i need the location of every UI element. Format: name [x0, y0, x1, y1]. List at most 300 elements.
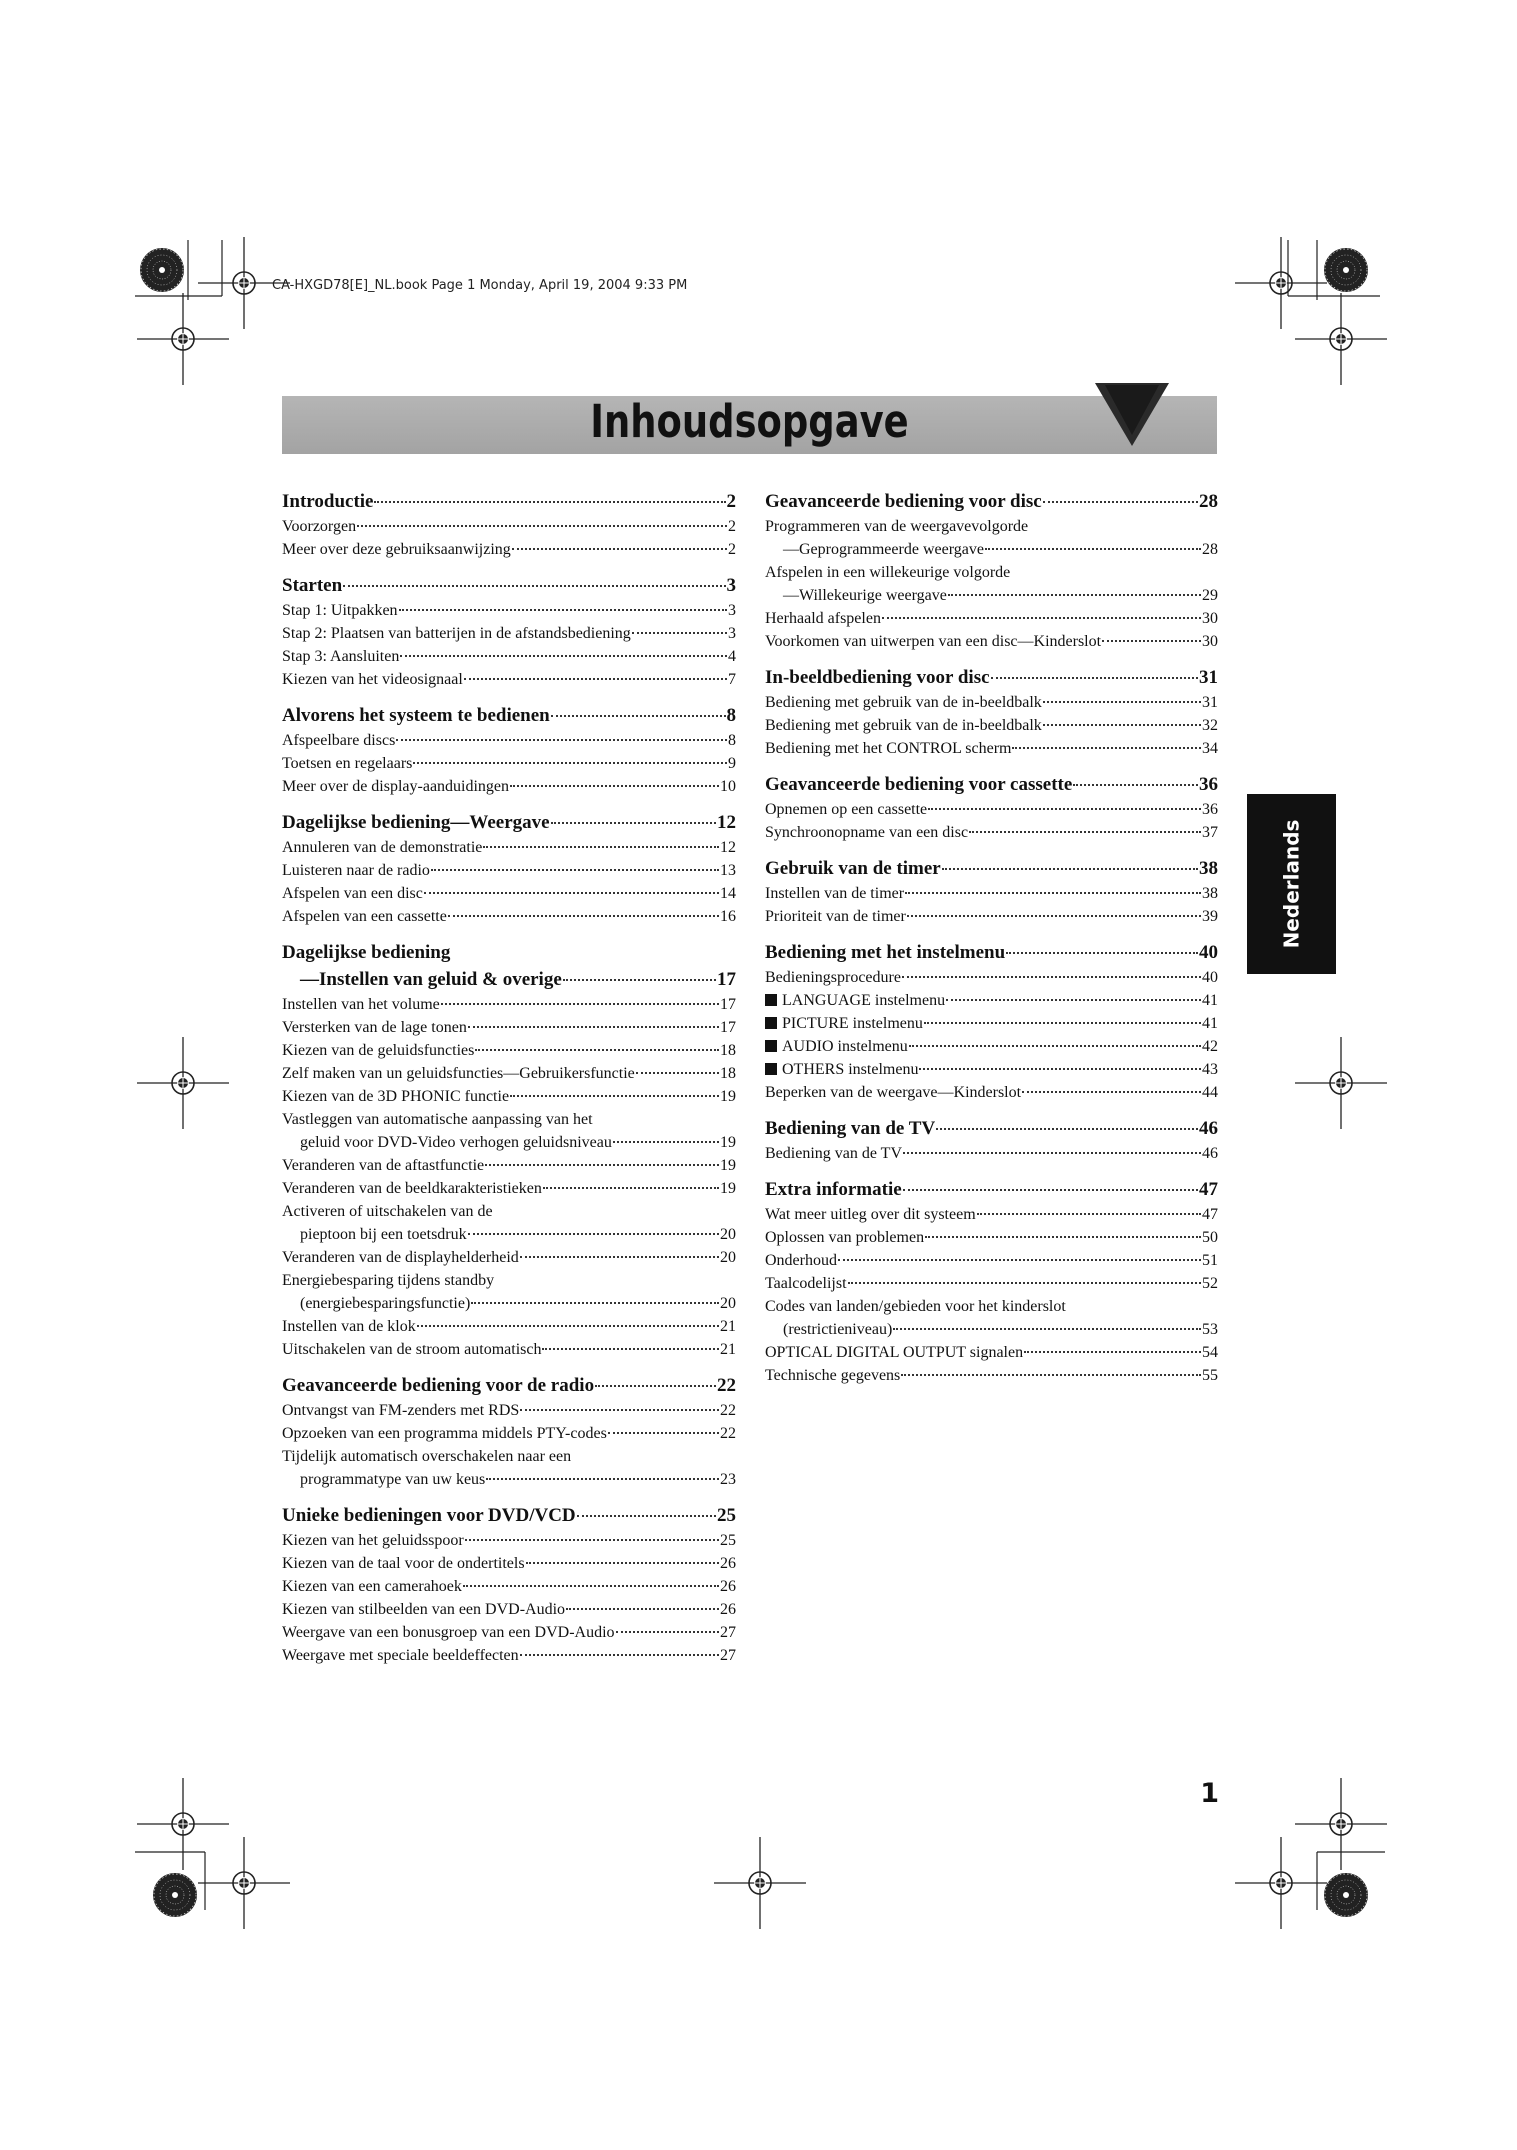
dot-leader: [1102, 639, 1201, 642]
toc-entry: [765, 630, 1218, 653]
toc-entry: [282, 1468, 736, 1491]
toc-entry-text: —Geprogrammeerde weergave: [783, 541, 984, 558]
toc-heading-text: Extra informatie: [765, 1179, 902, 1200]
dot-leader: [902, 975, 1201, 978]
dot-leader: [1043, 723, 1201, 726]
toc-entry-page: 47: [1202, 1206, 1218, 1223]
toc-section: [282, 572, 736, 691]
toc-heading-page: 47: [1199, 1179, 1218, 1200]
toc-entry-label: [765, 798, 927, 821]
dot-leader: [1073, 783, 1198, 786]
toc-entry-label: [282, 1575, 462, 1598]
toc-entry-page: 30: [1202, 610, 1218, 627]
toc-heading-page: 2: [726, 491, 736, 512]
toc-entry-text: Activeren of uitschakelen van de: [282, 1203, 493, 1220]
toc-entry-label: [282, 1529, 464, 1552]
toc-entry: [765, 1249, 1218, 1272]
toc-entry-page: 8: [728, 732, 736, 749]
toc-heading-label: [282, 1372, 594, 1399]
dot-leader: [471, 1301, 719, 1304]
toc-section: [765, 664, 1218, 760]
toc-entry-text: Voorkomen van uitwerpen van een disc—Kinderslot: [765, 633, 1102, 650]
toc-heading-page: 40: [1199, 942, 1218, 963]
toc-heading-page: 17: [717, 969, 736, 990]
toc-entry: [282, 993, 736, 1016]
toc-heading: [765, 1176, 1218, 1203]
dot-leader: [893, 1327, 1201, 1330]
bullet-square-icon: [765, 1017, 777, 1029]
toc-heading: [282, 702, 736, 729]
toc-entry-page: 10: [720, 778, 736, 795]
dot-leader: [543, 1186, 719, 1189]
toc-entry-text: Toetsen en regelaars: [282, 755, 413, 772]
toc-entry-label: [282, 1269, 494, 1292]
toc-entry-text: Vastleggen van automatische aanpassing van het: [282, 1111, 593, 1128]
toc-entry-text: Prioriteit van de timer: [765, 908, 906, 925]
toc-heading-label: [282, 809, 550, 836]
toc-entry-text: Kiezen van een camerahoek: [282, 1578, 462, 1595]
toc-heading: [765, 488, 1218, 515]
toc-entry: [765, 584, 1218, 607]
dot-leader: [903, 1188, 1198, 1191]
toc-heading: [282, 966, 736, 993]
toc-entry-label: [282, 622, 631, 645]
dot-leader: [1012, 746, 1201, 749]
toc-heading: [282, 572, 736, 599]
toc-entry: [765, 561, 1218, 584]
dot-leader: [636, 1071, 719, 1074]
toc-heading-page: 8: [726, 705, 736, 726]
toc-entry-page: 41: [1202, 1015, 1218, 1032]
toc-entry-page: 19: [720, 1157, 736, 1174]
toc-entry-text: Onderhoud: [765, 1252, 837, 1269]
toc-entry: [282, 1200, 736, 1223]
toc-heading-page: 28: [1199, 491, 1218, 512]
dot-leader: [483, 845, 719, 848]
toc-heading-label: [765, 771, 1072, 798]
toc-entry-text: Uitschakelen van de stroom automatisch: [282, 1341, 542, 1358]
toc-entry-label: [765, 1081, 1021, 1104]
toc-entry-label: [765, 1364, 900, 1387]
toc-entry-label: [765, 561, 1010, 584]
toc-entry-page: 20: [720, 1226, 736, 1243]
toc-entry: [282, 859, 736, 882]
dot-leader: [526, 1561, 719, 1564]
toc-entry-text: Oplossen van problemen: [765, 1229, 925, 1246]
toc-entry-text: Kiezen van het videosignaal: [282, 671, 463, 688]
toc-entry-page: 3: [728, 602, 736, 619]
toc-entry: [282, 729, 736, 752]
toc-entry-label: [282, 729, 395, 752]
top-right-crosshair-mark-2: [1295, 293, 1387, 385]
toc-entry: [765, 1058, 1218, 1081]
toc-entry-page: 25: [720, 1532, 736, 1549]
toc-entry-label: [282, 1154, 484, 1177]
dot-leader: [486, 1477, 719, 1480]
dot-leader: [357, 524, 727, 527]
dot-leader: [413, 761, 727, 764]
toc-entry-label: [282, 993, 440, 1016]
toc-entry: [765, 1272, 1218, 1295]
dot-leader: [510, 784, 719, 787]
toc-entry-page: 43: [1202, 1061, 1218, 1078]
toc-section: [765, 1176, 1218, 1387]
language-side-tab-label: Nederlands: [1279, 819, 1304, 949]
dot-leader: [1024, 1350, 1201, 1353]
toc-entry-page: 3: [728, 625, 736, 642]
toc-entry: [282, 645, 736, 668]
toc-entry-text: Energiebesparing tijdens standby: [282, 1272, 495, 1289]
toc-entry: [282, 1085, 736, 1108]
toc-entry-label: [765, 1012, 923, 1035]
dot-leader: [901, 1373, 1201, 1376]
toc-entry-text: Beperken van de weergave—Kinderslot: [765, 1084, 1022, 1101]
dot-leader: [909, 1044, 1201, 1047]
toc-entry-text: Wat meer uitleg over dit systeem: [765, 1206, 976, 1223]
toc-entry-label: [765, 905, 906, 928]
toc-entry-label: [282, 1315, 416, 1338]
toc-entry-text: Kiezen van stilbeelden van een DVD-Audio: [282, 1601, 566, 1618]
toc-entry: [765, 882, 1218, 905]
toc-entry-label: [282, 538, 511, 561]
toc-entry-label: [765, 1272, 847, 1295]
mid-right-crosshair-mark: [1295, 1037, 1387, 1129]
toc-heading: [765, 939, 1218, 966]
toc-entry-label: [282, 599, 398, 622]
toc-entry-page: 27: [720, 1647, 736, 1664]
toc-entry-label: [282, 752, 412, 775]
toc-entry-page: 28: [1202, 541, 1218, 558]
dot-leader: [566, 1607, 719, 1610]
toc-heading-label: [765, 664, 990, 691]
toc-entry-label: [282, 1085, 509, 1108]
toc-entry-page: 12: [720, 839, 736, 856]
toc-heading-text: Geavanceerde bediening voor cassette: [765, 774, 1073, 795]
toc-heading: [282, 1502, 736, 1529]
toc-entry: [282, 1399, 736, 1422]
toc-entry-label: [282, 515, 356, 538]
toc-heading-text: Bediening met het instelmenu: [765, 942, 1006, 963]
toc-entry-page: 29: [1202, 587, 1218, 604]
toc-entry-label: [282, 1399, 519, 1422]
toc-entry: [282, 1246, 736, 1269]
toc-section: [765, 855, 1218, 928]
toc-entry-label: [765, 1058, 918, 1081]
toc-entry-page: 14: [720, 885, 736, 902]
dot-leader: [520, 1255, 719, 1258]
toc-heading-line: [282, 939, 736, 966]
toc-entry: [282, 882, 736, 905]
toc-entry: [765, 1012, 1218, 1035]
dot-leader: [991, 676, 1198, 679]
toc-entry: [282, 668, 736, 691]
toc-entry-label: [282, 668, 463, 691]
toc-entry-page: 26: [720, 1601, 736, 1618]
toc-entry-page: 41: [1202, 992, 1218, 1009]
toc-entry-label: [765, 607, 881, 630]
top-left-crosshair-mark-2: [137, 293, 229, 385]
dot-leader: [448, 914, 719, 917]
dot-leader: [985, 547, 1201, 550]
toc-entry: [282, 538, 736, 561]
dot-leader: [485, 1163, 719, 1166]
toc-entry: [282, 515, 736, 538]
toc-heading: [765, 855, 1218, 882]
toc-entry-text: PICTURE instelmenu: [782, 1015, 923, 1032]
toc-entry-page: 17: [720, 996, 736, 1013]
toc-heading-label: [282, 572, 342, 599]
toc-entry: [765, 538, 1218, 561]
toc-entry-label: [765, 1318, 892, 1341]
toc-entry-page: 54: [1202, 1344, 1218, 1361]
dot-leader: [551, 821, 716, 824]
toc-entry-page: 21: [720, 1318, 736, 1335]
dot-leader: [608, 1431, 719, 1434]
toc-right-column: [765, 488, 1218, 1398]
toc-entry-label: [765, 882, 904, 905]
toc-heading-label: [765, 1115, 935, 1142]
toc-entry-page: 22: [720, 1425, 736, 1442]
dot-leader: [948, 593, 1201, 596]
toc-entry-label: [765, 989, 945, 1012]
toc-entry-text: Annuleren van de demonstratie: [282, 839, 483, 856]
toc-heading-page: 46: [1199, 1118, 1218, 1139]
toc-entry: [282, 1575, 736, 1598]
toc-entry-text: Stap 1: Uitpakken: [282, 602, 398, 619]
toc-entry: [765, 989, 1218, 1012]
toc-heading: [765, 1115, 1218, 1142]
toc-entry-page: 39: [1202, 908, 1218, 925]
toc-heading-page: 22: [717, 1375, 736, 1396]
toc-entry: [282, 622, 736, 645]
toc-entry: [282, 752, 736, 775]
toc-heading-label: [765, 939, 1005, 966]
toc-entry-label: [282, 836, 482, 859]
toc-heading: [282, 1372, 736, 1399]
toc-section: [765, 771, 1218, 844]
toc-entry-text: Instellen van het volume: [282, 996, 440, 1013]
toc-entry: [282, 1552, 736, 1575]
toc-entry: [765, 691, 1218, 714]
dot-leader: [928, 807, 1201, 810]
toc-entry: [282, 1292, 736, 1315]
toc-entry: [282, 1445, 736, 1468]
toc-entry-label: [765, 714, 1042, 737]
toc-entry-text: (energiebesparingsfunctie): [300, 1295, 471, 1312]
dot-leader: [595, 1384, 716, 1387]
toc-heading-page: 3: [726, 575, 736, 596]
toc-entry-page: 27: [720, 1624, 736, 1641]
toc-entry-label: [282, 1445, 571, 1468]
toc-entry-page: 20: [720, 1295, 736, 1312]
toc-entry-page: 50: [1202, 1229, 1218, 1246]
toc-entry: [765, 515, 1218, 538]
toc-heading-label: [282, 488, 373, 515]
dot-leader: [417, 1324, 719, 1327]
top-right-crosshair-mark: [1235, 237, 1327, 329]
toc-heading-text: Dagelijkse bediening—Weergave: [282, 812, 550, 833]
toc-entry-page: 26: [720, 1555, 736, 1572]
toc-entry-label: [282, 1552, 525, 1575]
toc-entry-page: 16: [720, 908, 736, 925]
toc-entry-label: [765, 515, 1028, 538]
toc-heading-text: Alvorens het systeem te bedienen: [282, 705, 550, 726]
toc-entry-page: 36: [1202, 801, 1218, 818]
toc-section: [282, 939, 736, 1361]
toc-heading-text: Unieke bedieningen voor DVD/VCD: [282, 1505, 576, 1526]
toc-entry-page: 20: [720, 1249, 736, 1266]
dot-leader: [925, 1235, 1201, 1238]
dot-leader: [510, 1094, 719, 1097]
toc-entry-label: [765, 630, 1101, 653]
dot-leader: [1043, 500, 1198, 503]
toc-entry: [282, 1016, 736, 1039]
dot-leader: [399, 608, 727, 611]
bottom-left-crosshair-mark-2: [198, 1837, 290, 1929]
toc-entry-text: Herhaald afspelen: [765, 610, 881, 627]
toc-entry-text: Codes van landen/gebieden voor het kinderslot: [765, 1298, 1066, 1315]
toc-entry-label: [765, 1226, 924, 1249]
toc-entry-label: [282, 1108, 593, 1131]
toc-entry-label: [282, 645, 399, 668]
toc-entry-page: 18: [720, 1065, 736, 1082]
toc-heading-line-text: Dagelijkse bediening: [282, 942, 451, 963]
dot-leader: [903, 1151, 1201, 1154]
book-file-header: CA-HXGD78[E]_NL.book Page 1 Monday, April 19, 2004 9:33 PM: [272, 278, 688, 293]
page-number: 1: [1200, 1778, 1219, 1809]
toc-entry-page: 53: [1202, 1321, 1218, 1338]
toc-entry: [765, 966, 1218, 989]
toc-entry-text: Bedieningsprocedure: [765, 969, 901, 986]
toc-entry: [765, 1364, 1218, 1387]
toc-section: [765, 488, 1218, 653]
toc-entry-text: Afspelen in een willekeurige volgorde: [765, 564, 1011, 581]
toc-entry: [765, 905, 1218, 928]
dot-leader: [400, 654, 727, 657]
toc-entry: [765, 1203, 1218, 1226]
toc-entry-page: 4: [728, 648, 736, 665]
toc-heading-label: [765, 855, 941, 882]
toc-heading-text: In-beeldbediening voor disc: [765, 667, 990, 688]
toc-entry-text: Bediening met het CONTROL scherm: [765, 740, 1012, 757]
toc-entry-label: [282, 1177, 542, 1200]
toc-entry-text: Stap 2: Plaatsen van batterijen in de afstandsbediening: [282, 625, 631, 642]
toc-entry-text: Bediening met gebruik van de in-beeldbalk: [765, 717, 1042, 734]
toc-entry-text: Ontvangst van FM-zenders met RDS: [282, 1402, 520, 1419]
toc-left-column: [282, 488, 736, 1678]
toc-entry-page: 38: [1202, 885, 1218, 902]
toc-section: [282, 488, 736, 561]
dot-leader: [907, 914, 1201, 917]
bullet-square-icon: [765, 1063, 777, 1075]
toc-entry: [282, 836, 736, 859]
page-title: Inhoudsopgave: [590, 395, 909, 448]
toc-entry: [765, 798, 1218, 821]
toc-heading-label: [765, 488, 1042, 515]
toc-entry: [282, 1621, 736, 1644]
toc-entry-page: 9: [728, 755, 736, 772]
dot-leader: [512, 547, 727, 550]
toc-heading-text: Bediening van de TV: [765, 1118, 936, 1139]
toc-section: [282, 702, 736, 798]
dot-leader: [463, 1584, 719, 1587]
bottom-left-starburst-mark: [153, 1873, 197, 1917]
dot-leader: [838, 1258, 1201, 1261]
toc-entry: [765, 821, 1218, 844]
toc-entry-text: Kiezen van de taal voor de ondertitels: [282, 1555, 525, 1572]
toc-section: [765, 939, 1218, 1104]
toc-entry-page: 19: [720, 1134, 736, 1151]
bottom-right-crosshair-mark: [1295, 1778, 1387, 1870]
toc-entry-page: 52: [1202, 1275, 1218, 1292]
toc-entry-text: Veranderen van de aftastfunctie: [282, 1157, 485, 1174]
toc-heading-text: Geavanceerde bediening voor disc: [765, 491, 1042, 512]
mid-left-crosshair-mark: [137, 1037, 229, 1129]
toc-entry-text: Kiezen van de geluidsfuncties: [282, 1042, 475, 1059]
toc-entry: [282, 1131, 736, 1154]
toc-entry-page: 46: [1202, 1145, 1218, 1162]
toc-entry-label: [282, 1246, 519, 1269]
toc-entry-text: Synchroonopname van een disc: [765, 824, 969, 841]
toc-entry-text: Voorzorgen: [282, 518, 357, 535]
toc-entry-page: 17: [720, 1019, 736, 1036]
toc-entry: [282, 1315, 736, 1338]
toc-entry-text: Zelf maken van un geluidsfuncties—Gebruikersfunctie: [282, 1065, 635, 1082]
toc-entry: [765, 1295, 1218, 1318]
toc-entry-text: OPTICAL DIGITAL OUTPUT signalen: [765, 1344, 1024, 1361]
dot-leader: [936, 1127, 1198, 1130]
toc-entry-text: Weergave van een bonusgroep van een DVD-Audio: [282, 1624, 615, 1641]
toc-entry-text: OTHERS instelmenu: [782, 1061, 919, 1078]
toc-entry-text: —Willekeurige weergave: [783, 587, 947, 604]
toc-entry: [765, 607, 1218, 630]
toc-entry-label: [765, 1341, 1023, 1364]
toc-entry-label: [282, 1039, 474, 1062]
dot-leader: [343, 584, 725, 587]
toc-entry-page: 55: [1202, 1367, 1218, 1384]
dot-leader: [396, 738, 727, 741]
toc-heading-page: 12: [717, 812, 736, 833]
dot-leader: [424, 891, 719, 894]
toc-entry: [282, 1108, 736, 1131]
toc-entry-text: Taalcodelijst: [765, 1275, 847, 1292]
toc-entry-page: 42: [1202, 1038, 1218, 1055]
toc-entry: [282, 1223, 736, 1246]
toc-entry-text: Weergave met speciale beeldeffecten: [282, 1647, 519, 1664]
toc-entry-label: [282, 1131, 612, 1154]
toc-entry-label: [765, 1249, 837, 1272]
dot-leader: [924, 1021, 1201, 1024]
bottom-center-crosshair-mark: [714, 1837, 806, 1929]
toc-entry-label: [765, 584, 947, 607]
title-triangle-icon: [1095, 383, 1225, 459]
top-right-starburst-mark: [1324, 248, 1368, 292]
toc-entry-page: 2: [728, 518, 736, 535]
dot-leader: [848, 1281, 1201, 1284]
toc-entry-label: [765, 821, 968, 844]
toc-entry-label: [282, 1016, 467, 1039]
dot-leader: [1006, 951, 1198, 954]
dot-leader: [1043, 700, 1201, 703]
toc-entry-label: [282, 882, 423, 905]
dot-leader: [431, 868, 719, 871]
toc-entry-page: 34: [1202, 740, 1218, 757]
toc-entry-text: Opnemen op een cassette: [765, 801, 928, 818]
toc-entry-label: [282, 775, 509, 798]
toc-entry: [282, 1154, 736, 1177]
toc-heading-text: Geavanceerde bediening voor de radio: [282, 1375, 595, 1396]
toc-entry-label: [765, 1035, 908, 1058]
